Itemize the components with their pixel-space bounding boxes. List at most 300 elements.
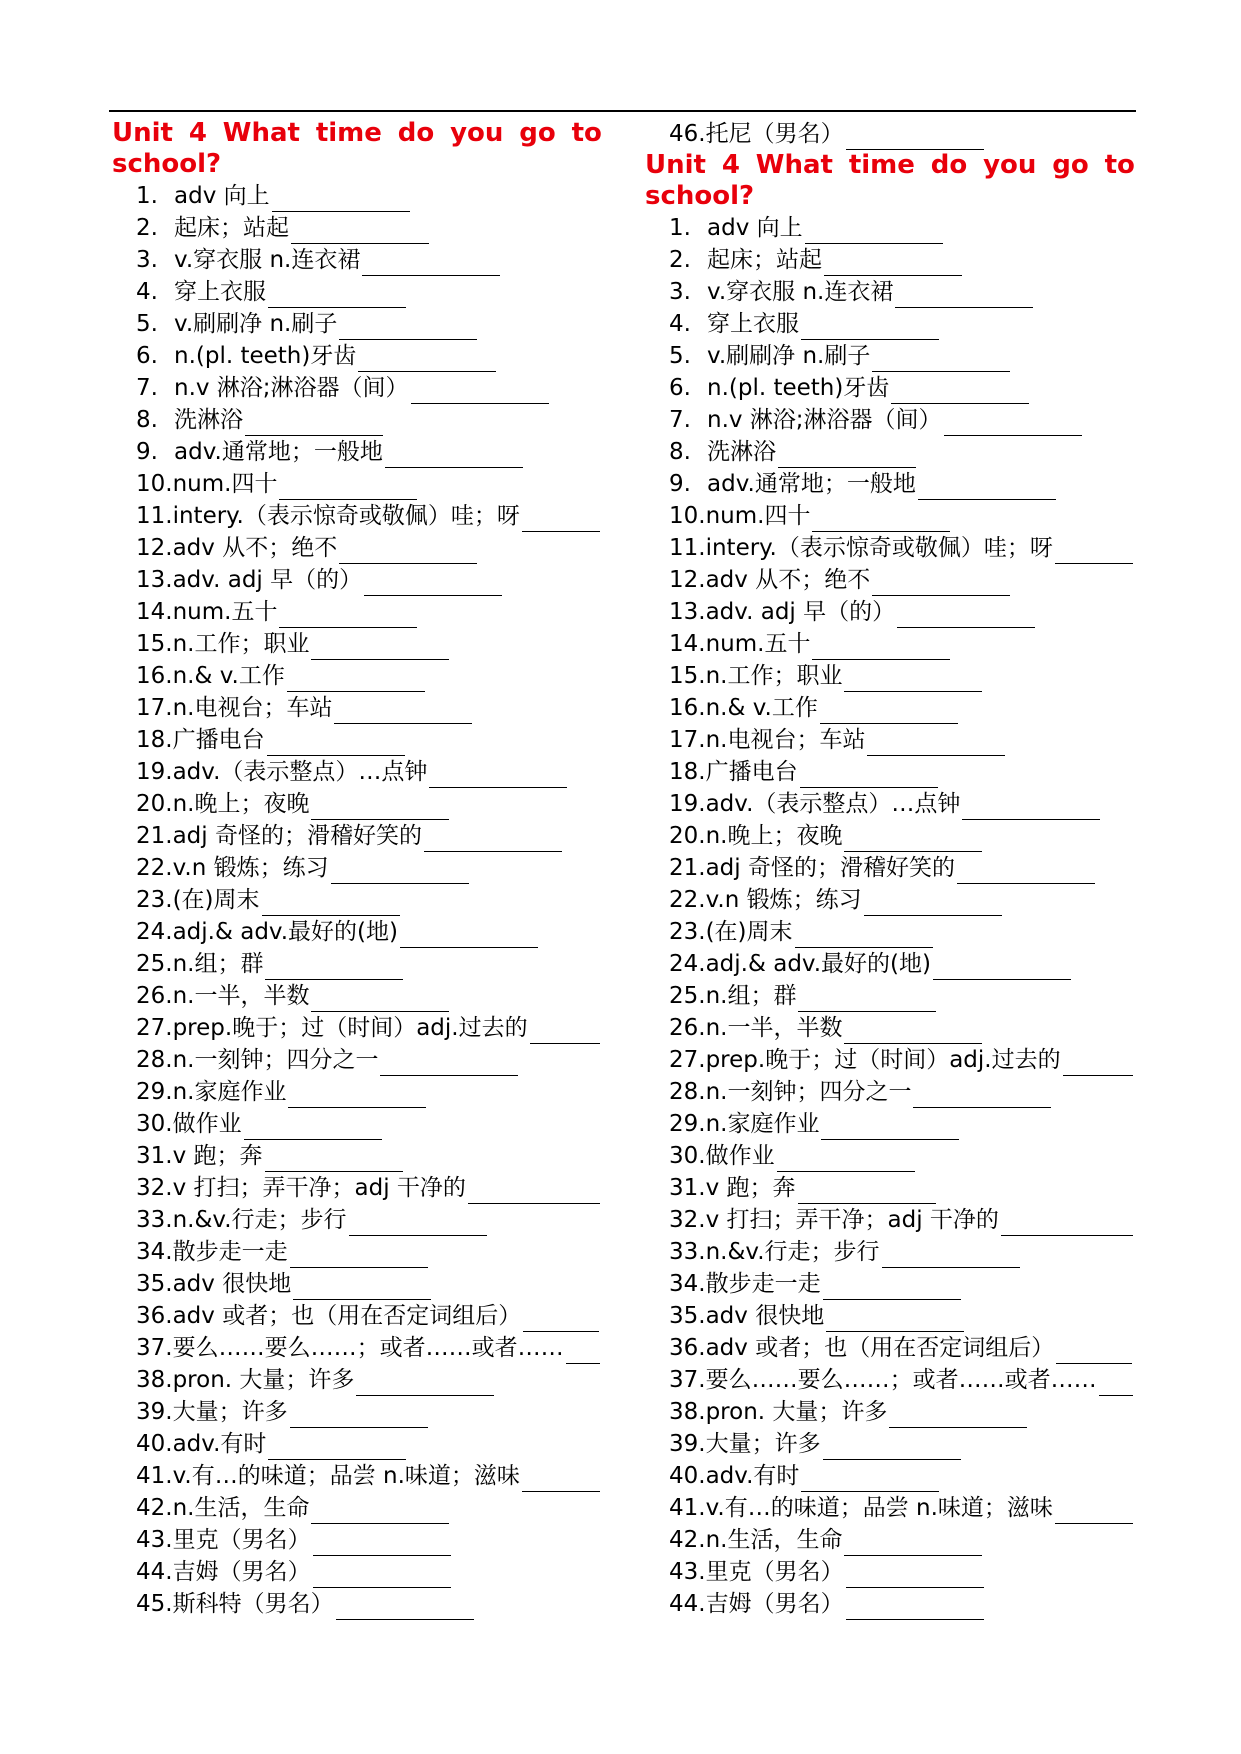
item-number: 44.	[136, 1559, 173, 1585]
item-text: v 跑；奔	[705, 1175, 796, 1201]
item-number: 3.	[669, 279, 691, 305]
item-text: 做作业	[705, 1143, 775, 1169]
answer-blank[interactable]	[262, 891, 400, 916]
answer-blank[interactable]	[311, 987, 449, 1012]
vocab-item	[112, 1172, 602, 1204]
answer-blank[interactable]	[468, 1179, 600, 1204]
answer-blank[interactable]	[895, 283, 1033, 308]
item-number: 23.	[669, 919, 706, 945]
answer-blank[interactable]	[522, 1467, 600, 1492]
answer-blank[interactable]	[1001, 1211, 1133, 1236]
vocab-item	[645, 372, 1135, 404]
vocab-item	[645, 1460, 1135, 1492]
vocab-item	[645, 1332, 1135, 1364]
answer-blank[interactable]	[933, 955, 1071, 980]
item-number: 36.	[136, 1303, 173, 1329]
answer-blank[interactable]	[279, 475, 417, 500]
vocab-item	[645, 1204, 1135, 1236]
answer-blank[interactable]	[821, 1115, 959, 1140]
title-word: time	[315, 118, 382, 148]
vocab-item	[112, 212, 602, 244]
answer-blank[interactable]	[798, 1179, 936, 1204]
answer-blank[interactable]	[339, 539, 477, 564]
answer-blank[interactable]	[336, 1595, 474, 1620]
item-text: n.一刻钟；四分之一	[172, 1047, 379, 1073]
answer-blank[interactable]	[291, 219, 429, 244]
vocab-item	[645, 1300, 1135, 1332]
answer-blank[interactable]	[801, 315, 939, 340]
item-number: 4.	[669, 311, 691, 337]
vocab-item	[645, 788, 1135, 820]
title-word: 4	[188, 118, 207, 148]
item-number: 10.	[669, 503, 706, 529]
item-number: 11.	[669, 535, 706, 561]
item-number: 11.	[136, 503, 173, 529]
answer-blank[interactable]	[334, 699, 472, 724]
item-text: 46.托尼（男名）	[669, 121, 844, 147]
item-text: n.&v.行走；步行	[172, 1207, 347, 1233]
answer-blank[interactable]	[957, 859, 1095, 884]
item-number: 34.	[669, 1271, 706, 1297]
answer-blank[interactable]	[522, 507, 600, 532]
item-text: n.晚上；夜晚	[172, 791, 310, 817]
item-text: adv 从不；绝不	[705, 567, 871, 593]
answer-blank[interactable]	[424, 827, 562, 852]
item-text: adj.& adv.最好的(地)	[172, 919, 398, 945]
item-number: 40.	[669, 1463, 706, 1489]
item-number: 42.	[669, 1527, 706, 1553]
item-number: 40.	[136, 1431, 173, 1457]
item-number: 39.	[136, 1399, 173, 1425]
vocab-item	[645, 564, 1135, 596]
item-number: 24.	[669, 951, 706, 977]
vocab-item	[112, 788, 602, 820]
unit-title-line2: school?	[645, 181, 755, 211]
item-number: 6.	[136, 343, 158, 369]
answer-blank[interactable]	[844, 1019, 982, 1044]
answer-blank[interactable]	[918, 475, 1056, 500]
vocab-item	[112, 724, 602, 756]
vocab-item	[645, 468, 1135, 500]
answer-blank[interactable]	[844, 667, 982, 692]
item-text: 里克（男名）	[172, 1527, 311, 1553]
item-text: v.n 锻炼；练习	[172, 855, 329, 881]
item-text: adv.有时	[172, 1431, 267, 1457]
vocab-item	[645, 724, 1135, 756]
answer-blank[interactable]	[268, 283, 406, 308]
answer-blank[interactable]	[356, 1371, 494, 1396]
answer-blank[interactable]	[889, 1403, 1027, 1428]
item-number: 19.	[136, 759, 173, 785]
item-number: 37.	[669, 1367, 706, 1393]
item-text: n.(pl. teeth)牙齿	[707, 375, 890, 401]
item-text: n.电视台；车站	[705, 727, 866, 753]
answer-blank[interactable]	[313, 1531, 451, 1556]
item-text: 散步走一走	[705, 1271, 821, 1297]
unit-title-line1	[112, 118, 602, 149]
item-text: n.v 淋浴;淋浴器（间）	[707, 407, 942, 433]
answer-blank[interactable]	[897, 603, 1035, 628]
item-number: 26.	[669, 1015, 706, 1041]
item-text: adv 向上	[174, 183, 270, 209]
right-column	[645, 118, 1135, 1620]
item-text: (在)周末	[705, 919, 793, 945]
item-text: adj 奇怪的；滑稽好笑的	[705, 855, 955, 881]
vocab-item	[645, 948, 1135, 980]
item-text: adv 很快地	[705, 1303, 825, 1329]
item-number: 13.	[136, 567, 173, 593]
answer-blank[interactable]	[846, 1563, 984, 1588]
vocab-item	[112, 404, 602, 436]
answer-blank[interactable]	[801, 1467, 939, 1492]
vocab-item	[112, 948, 602, 980]
vocab-item	[112, 1524, 602, 1556]
answer-blank[interactable]	[846, 1595, 984, 1620]
item-number: 1.	[669, 215, 691, 241]
item-text: adv 或者；也（用在否定词组后）	[172, 1303, 522, 1329]
answer-blank[interactable]	[1055, 539, 1133, 564]
item-number: 27.	[669, 1047, 706, 1073]
answer-blank[interactable]	[805, 219, 943, 244]
answer-blank[interactable]	[411, 379, 549, 404]
vocab-list-left	[112, 180, 602, 1620]
item-number: 36.	[669, 1335, 706, 1361]
item-number: 22.	[669, 887, 706, 913]
vocab-item	[112, 916, 602, 948]
vocab-item	[645, 500, 1135, 532]
item-text: adv. adj 早（的）	[705, 599, 896, 625]
answer-blank[interactable]	[311, 635, 449, 660]
item-text: 大量；许多	[705, 1431, 821, 1457]
unit-title-line2: school?	[112, 149, 222, 179]
item-number: 3.	[136, 247, 158, 273]
vocab-item	[645, 340, 1135, 372]
answer-blank[interactable]	[795, 923, 933, 948]
vocab-item	[112, 1204, 602, 1236]
item-text: v 跑；奔	[172, 1143, 263, 1169]
item-text: 要么……要么……；或者……或者……	[172, 1335, 564, 1361]
answer-blank[interactable]	[268, 1435, 406, 1460]
vocab-item	[112, 820, 602, 852]
answer-blank[interactable]	[245, 411, 383, 436]
item-text: num.四十	[705, 503, 811, 529]
vocab-item	[112, 1044, 602, 1076]
vocab-item	[645, 308, 1135, 340]
item-number: 18.	[669, 759, 706, 785]
item-text: 斯科特（男名）	[172, 1591, 334, 1617]
item-number: 27.	[136, 1015, 173, 1041]
item-text: 要么……要么……；或者……或者……	[705, 1367, 1097, 1393]
vocab-item	[645, 212, 1135, 244]
answer-blank[interactable]	[530, 1019, 600, 1044]
item-text: n.生活，生命	[172, 1495, 310, 1521]
answer-blank[interactable]	[812, 635, 950, 660]
title-word: to	[1104, 150, 1135, 180]
item-number: 15.	[669, 663, 706, 689]
answer-blank[interactable]	[311, 795, 449, 820]
answer-blank[interactable]	[1055, 1499, 1133, 1524]
vocab-item	[112, 1428, 602, 1460]
answer-blank[interactable]	[265, 1147, 403, 1172]
vocab-item	[645, 756, 1135, 788]
title-word: you	[983, 150, 1037, 180]
item-text: 吉姆（男名）	[705, 1591, 844, 1617]
item-number: 20.	[669, 823, 706, 849]
answer-blank[interactable]	[349, 1211, 487, 1236]
item-text: n.家庭作业	[172, 1079, 287, 1105]
item-text: adv.（表示整点）…点钟	[172, 759, 428, 785]
answer-blank[interactable]	[864, 891, 1002, 916]
answer-blank[interactable]	[844, 827, 982, 852]
item-text: v.穿衣服 n.连衣裙	[707, 279, 894, 305]
item-text: 起床；站起	[707, 247, 822, 273]
item-text: num.五十	[172, 599, 278, 625]
answer-blank[interactable]	[1063, 1051, 1133, 1076]
vocab-item	[112, 1108, 602, 1140]
item-text: intery.（表示惊奇或敬佩）哇；呀	[172, 503, 520, 529]
left-column	[112, 118, 602, 1620]
answer-blank[interactable]	[1099, 1371, 1133, 1396]
answer-blank[interactable]	[265, 955, 403, 980]
vocab-item	[645, 1108, 1135, 1140]
vocab-item	[645, 820, 1135, 852]
item-text: v.刷刷净 n.刷子	[174, 311, 338, 337]
vocab-item	[645, 1428, 1135, 1460]
answer-blank[interactable]	[288, 1083, 426, 1108]
answer-blank[interactable]	[244, 1115, 382, 1140]
item-number: 9.	[669, 471, 691, 497]
item-text: v 打扫；弄干净；adj 干净的	[172, 1175, 466, 1201]
item-text: n.晚上；夜晚	[705, 823, 843, 849]
vocab-item	[112, 980, 602, 1012]
answer-blank[interactable]	[777, 1147, 915, 1172]
vocab-item	[645, 980, 1135, 1012]
answer-blank[interactable]	[400, 923, 538, 948]
item-text: prep.晚于；过（时间）adj.过去的	[705, 1047, 1061, 1073]
item-number: 32.	[669, 1207, 706, 1233]
item-number: 17.	[669, 727, 706, 753]
answer-blank[interactable]	[962, 795, 1100, 820]
title-word: Unit	[645, 150, 706, 180]
item-number: 13.	[669, 599, 706, 625]
answer-blank[interactable]	[290, 1403, 428, 1428]
item-text: n.工作；职业	[705, 663, 843, 689]
item-text: n.一刻钟；四分之一	[705, 1079, 912, 1105]
item-number: 43.	[669, 1559, 706, 1585]
item-number: 12.	[136, 535, 173, 561]
answer-blank[interactable]	[380, 1051, 518, 1076]
answer-blank[interactable]	[913, 1083, 1051, 1108]
answer-blank[interactable]	[339, 315, 477, 340]
vocab-item	[112, 1236, 602, 1268]
item-text: num.四十	[172, 471, 278, 497]
answer-blank[interactable]	[882, 1243, 1020, 1268]
answer-blank[interactable]	[872, 347, 1010, 372]
item-text: adv.（表示整点）…点钟	[705, 791, 961, 817]
item-number: 7.	[669, 407, 691, 433]
item-text: n.&v.行走；步行	[705, 1239, 880, 1265]
item-number: 10.	[136, 471, 173, 497]
answer-blank[interactable]	[891, 379, 1029, 404]
answer-blank[interactable]	[844, 1531, 982, 1556]
answer-blank[interactable]	[313, 1563, 451, 1588]
vocab-item	[645, 1588, 1135, 1620]
vocab-item	[645, 1268, 1135, 1300]
vocab-item	[112, 308, 602, 340]
vocab-item	[112, 468, 602, 500]
item-number: 31.	[669, 1175, 706, 1201]
item-text: n.组；群	[172, 951, 264, 977]
answer-blank[interactable]	[872, 571, 1010, 596]
item-text: 吉姆（男名）	[172, 1559, 311, 1585]
item-text: (在)周末	[172, 887, 260, 913]
answer-blank[interactable]	[778, 443, 916, 468]
vocab-item	[645, 1364, 1135, 1396]
answer-blank[interactable]	[364, 571, 502, 596]
item-text: v.穿衣服 n.连衣裙	[174, 247, 361, 273]
title-word: you	[450, 118, 504, 148]
vocab-item	[112, 596, 602, 628]
answer-blank[interactable]	[826, 1307, 964, 1332]
vocab-item	[112, 884, 602, 916]
unit-title-line1	[645, 150, 1135, 181]
item-number: 38.	[136, 1367, 173, 1393]
top-rule	[109, 110, 1136, 112]
vocab-item	[645, 1012, 1135, 1044]
answer-blank[interactable]	[267, 731, 405, 756]
item-text: n.& v.工作	[172, 663, 285, 689]
vocab-item	[645, 852, 1135, 884]
answer-blank[interactable]	[362, 251, 500, 276]
item-number: 29.	[136, 1079, 173, 1105]
answer-blank[interactable]	[867, 731, 1005, 756]
vocab-item	[645, 276, 1135, 308]
vocab-item	[112, 1076, 602, 1108]
item-number: 16.	[669, 695, 706, 721]
answer-blank[interactable]	[824, 251, 962, 276]
item-number: 31.	[136, 1143, 173, 1169]
item-number: 8.	[669, 439, 691, 465]
item-number: 14.	[669, 631, 706, 657]
answer-blank[interactable]	[272, 187, 410, 212]
item-text: n.生活，生命	[705, 1527, 843, 1553]
item-text: 穿上衣服	[707, 311, 799, 337]
vocab-item	[112, 852, 602, 884]
vocab-item	[112, 500, 602, 532]
answer-blank[interactable]	[287, 667, 425, 692]
vocab-item	[112, 532, 602, 564]
vocab-item	[645, 1172, 1135, 1204]
item-number: 25.	[669, 983, 706, 1009]
item-text: v.有…的味道；品尝 n.味道；滋味	[705, 1495, 1053, 1521]
answer-blank[interactable]	[429, 763, 567, 788]
vocab-item	[645, 1076, 1135, 1108]
item-number: 29.	[669, 1111, 706, 1137]
answer-blank[interactable]	[800, 763, 938, 788]
answer-blank[interactable]	[566, 1339, 600, 1364]
title-word: do	[930, 150, 968, 180]
item-text: adv 或者；也（用在否定词组后）	[705, 1335, 1055, 1361]
item-number: 14.	[136, 599, 173, 625]
answer-blank[interactable]	[846, 125, 984, 150]
item-number: 12.	[669, 567, 706, 593]
item-number: 33.	[136, 1207, 173, 1233]
answer-blank[interactable]	[812, 507, 950, 532]
vocab-item	[645, 404, 1135, 436]
item-number: 1.	[136, 183, 158, 209]
answer-blank[interactable]	[823, 1275, 961, 1300]
answer-blank[interactable]	[523, 1307, 599, 1332]
item-text: adj 奇怪的；滑稽好笑的	[172, 823, 422, 849]
vocab-item	[112, 1140, 602, 1172]
vocab-item	[112, 1300, 602, 1332]
item-text: 散步走一走	[172, 1239, 288, 1265]
item-text: 穿上衣服	[174, 279, 266, 305]
vocab-item	[645, 660, 1135, 692]
item-text: n.电视台；车站	[172, 695, 333, 721]
item-text: n.组；群	[705, 983, 797, 1009]
vocab-item	[112, 1364, 602, 1396]
item-number: 26.	[136, 983, 173, 1009]
item-text: 广播电台	[705, 759, 798, 785]
vocab-item	[112, 1012, 602, 1044]
item-number: 30.	[669, 1143, 706, 1169]
item-number: 21.	[136, 823, 173, 849]
answer-blank[interactable]	[293, 1275, 431, 1300]
answer-blank[interactable]	[385, 443, 523, 468]
answer-blank[interactable]	[1056, 1339, 1132, 1364]
vocab-item	[112, 372, 602, 404]
item-text: n.一半，半数	[705, 1015, 843, 1041]
title-word: What	[755, 150, 833, 180]
answer-blank[interactable]	[358, 347, 496, 372]
item-text: adv.有时	[705, 1463, 800, 1489]
item-number: 16.	[136, 663, 173, 689]
vocab-item	[112, 1460, 602, 1492]
vocab-item	[112, 564, 602, 596]
vocab-item	[112, 436, 602, 468]
answer-blank[interactable]	[279, 603, 417, 628]
answer-blank[interactable]	[820, 699, 958, 724]
title-word: go	[519, 118, 556, 148]
item-text: intery.（表示惊奇或敬佩）哇；呀	[705, 535, 1053, 561]
answer-blank[interactable]	[290, 1243, 428, 1268]
item-text: 洗淋浴	[707, 439, 776, 465]
item-number: 22.	[136, 855, 173, 881]
title-word: do	[397, 118, 435, 148]
item-text: prep.晚于；过（时间）adj.过去的	[172, 1015, 528, 1041]
answer-blank[interactable]	[944, 411, 1082, 436]
vocab-item	[112, 1556, 602, 1588]
answer-blank[interactable]	[331, 859, 469, 884]
answer-blank[interactable]	[798, 987, 936, 1012]
answer-blank[interactable]	[311, 1499, 449, 1524]
vocab-item	[645, 1236, 1135, 1268]
item-text: v.有…的味道；品尝 n.味道；滋味	[172, 1463, 520, 1489]
item-number: 2.	[136, 215, 158, 241]
vocab-item	[112, 276, 602, 308]
answer-blank[interactable]	[823, 1435, 961, 1460]
vocab-item	[112, 180, 602, 212]
carryover-item-46	[645, 118, 1135, 150]
item-number: 7.	[136, 375, 158, 401]
vocab-item	[112, 1588, 602, 1620]
item-number: 21.	[669, 855, 706, 881]
item-number: 33.	[669, 1239, 706, 1265]
vocab-item	[112, 244, 602, 276]
item-number: 42.	[136, 1495, 173, 1521]
vocab-item	[645, 692, 1135, 724]
